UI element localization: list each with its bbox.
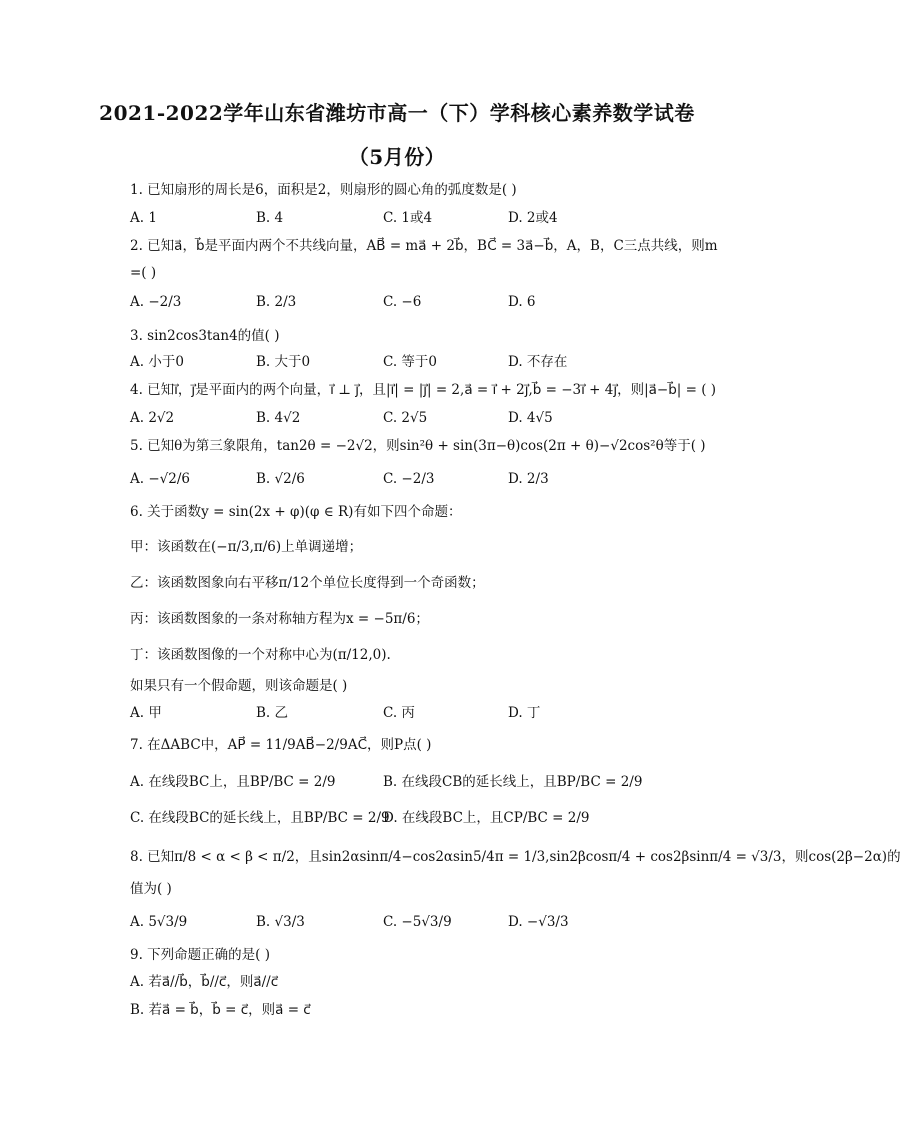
question-6-option-a: A. 甲 (130, 705, 162, 721)
question-4-stem: 4. 已知i⃗，j⃗是平面内的两个向量，i⃗ ⊥ j⃗，且|i⃗| = |j⃗| = 2,a⃗ = i⃗ + 2j⃗,b⃗ = −3i⃗ + 4j⃗，则|a⃗−b⃗| = ( ) (130, 382, 717, 398)
question-6-proposition-jia: 甲：该函数在(−π/3,π/6)上单调递增； (130, 539, 363, 555)
question-5-option-b: B. √2/6 (256, 471, 305, 487)
question-7-option-d: D. 在线段BC上，且CP/BC = 2/9 (383, 810, 590, 826)
exam-title: 2021-2022学年山东省潍坊市高一（下）学科核心素养数学试卷 (99, 101, 695, 125)
question-5-stem: 5. 已知θ为第三象限角，tan2θ = −2√2，则sin²θ + sin(3π−θ)cos(2π + θ)−√2cos²θ等于( ) (130, 438, 706, 454)
question-1-option-d: D. 2或4 (508, 210, 558, 226)
question-2-option-c: C. −6 (383, 294, 422, 310)
question-7-stem: 7. 在ΔABC中，AP⃗ = 11/9AB⃗−2/9AC⃗，则P点( ) (130, 737, 432, 753)
question-9-option-a: A. 若a⃗//b⃗，b⃗//c⃗，则a⃗//c⃗ (130, 974, 279, 990)
question-2-option-b: B. 2/3 (256, 294, 297, 310)
question-2-option-a: A. −2/3 (130, 294, 182, 310)
exam-subtitle: （5月份） (348, 145, 446, 169)
question-6-proposition-bing: 丙：该函数图象的一条对称轴方程为x = −5π/6； (130, 611, 429, 627)
question-4-option-b: B. 4√2 (256, 410, 301, 426)
question-5-option-c: C. −2/3 (383, 471, 435, 487)
question-2-option-d: D. 6 (508, 294, 536, 310)
question-7-option-c: C. 在线段BC的延长线上，且BP/BC = 2/9 (130, 810, 390, 826)
question-9-option-b: B. 若a⃗ = b⃗，b⃗ = c⃗，则a⃗ = c⃗ (130, 1002, 311, 1018)
question-3-option-a: A. 小于0 (130, 354, 184, 370)
question-3-option-c: C. 等于0 (383, 354, 438, 370)
question-8-stem: 8. 已知π/8 < α < β < π/2，且sin2αsinπ/4−cos2αsin5/4π = 1/3,sin2βcosπ/4 + cos2βsinπ/4 = √3/3，则cos(2β−2α)的 (130, 849, 901, 865)
question-1-option-c: C. 1或4 (383, 210, 433, 226)
question-5-option-a: A. −√2/6 (130, 471, 190, 487)
question-6-prompt: 如果只有一个假命题，则该命题是( ) (130, 678, 348, 694)
question-7-option-a: A. 在线段BC上，且BP/BC = 2/9 (130, 774, 336, 790)
question-1-option-b: B. 4 (256, 210, 284, 226)
question-8-stem-cont: 值为( ) (130, 881, 172, 897)
question-4-option-a: A. 2√2 (130, 410, 175, 426)
question-9-stem: 9. 下列命题正确的是( ) (130, 947, 270, 963)
question-3-option-d: D. 不存在 (508, 354, 568, 370)
question-6-option-b: B. 乙 (256, 705, 289, 721)
question-7-option-b: B. 在线段CB的延长线上，且BP/BC = 2/9 (383, 774, 643, 790)
question-8-option-d: D. −√3/3 (508, 914, 569, 930)
question-2-stem-cont: =( ) (130, 265, 157, 281)
question-2-stem: 2. 已知a⃗，b⃗是平面内两个不共线向量，AB⃗ = ma⃗ + 2b⃗，BC⃗ = 3a⃗−b⃗，A，B，C三点共线，则m (130, 238, 718, 254)
question-6-option-c: C. 丙 (383, 705, 415, 721)
question-3-stem: 3. sin2cos3tan4的值( ) (130, 328, 280, 344)
question-5-option-d: D. 2/3 (508, 471, 549, 487)
question-4-option-d: D. 4√5 (508, 410, 553, 426)
question-8-option-b: B. √3/3 (256, 914, 305, 930)
question-6-proposition-yi: 乙：该函数图象向右平移π/12个单位长度得到一个奇函数； (130, 575, 485, 591)
question-6-option-d: D. 丁 (508, 705, 541, 721)
question-4-option-c: C. 2√5 (383, 410, 428, 426)
question-1-stem: 1. 已知扇形的周长是6，面积是2，则扇形的圆心角的弧度数是( ) (130, 182, 517, 198)
question-1-option-a: A. 1 (130, 210, 157, 226)
question-8-option-a: A. 5√3/9 (130, 914, 188, 930)
question-6-stem: 6. 关于函数y = sin(2x + φ)(φ ∈ R)有如下四个命题： (130, 504, 462, 520)
question-3-option-b: B. 大于0 (256, 354, 311, 370)
question-6-proposition-ding: 丁：该函数图像的一个对称中心为(π/12,0). (130, 647, 391, 663)
question-8-option-c: C. −5√3/9 (383, 914, 452, 930)
